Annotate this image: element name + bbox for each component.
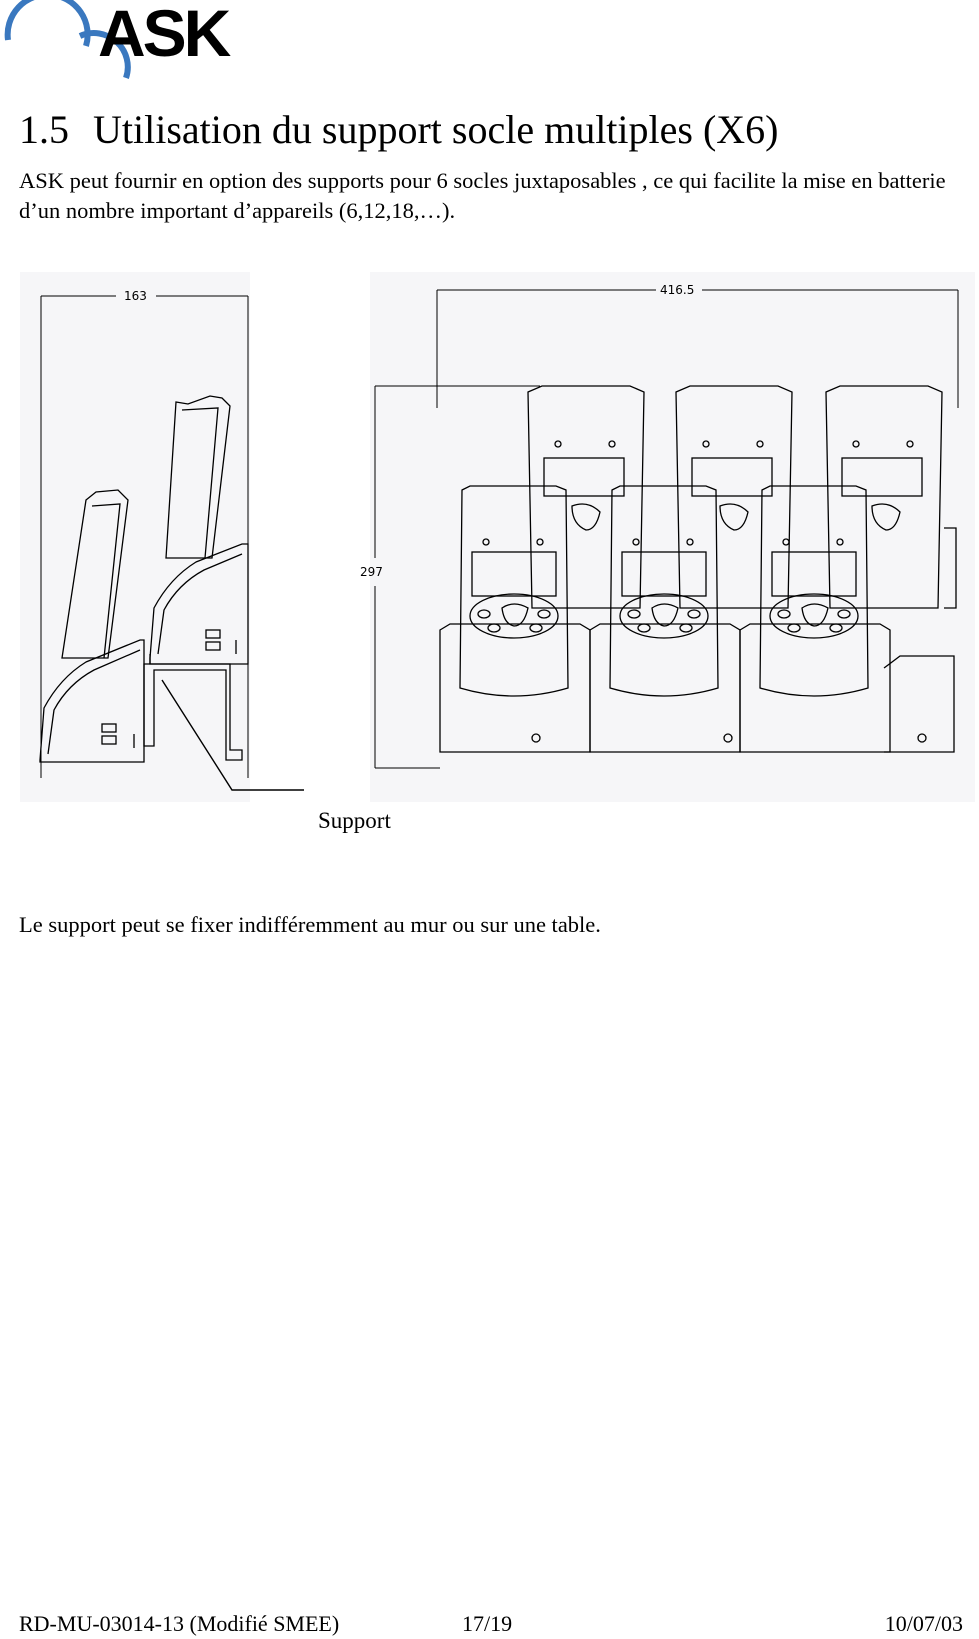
footer-doc-reference: RD-MU-03014-13 (Modifié SMEE) — [19, 1611, 340, 1636]
logo-ring-arc — [8, 0, 88, 46]
page-footer — [19, 1609, 963, 1639]
dim-163-label: 163 — [124, 289, 147, 303]
section-number: 1.5 — [19, 107, 69, 152]
section-title — [19, 104, 779, 156]
logo-text: ASK — [98, 0, 229, 70]
body-paragraph: Le support peut se fixer indifféremment au mur ou sur une table. — [19, 912, 601, 937]
footer-page-number: 17/19 — [462, 1611, 513, 1636]
dim-416-label: 416.5 — [660, 283, 695, 297]
technical-drawing — [0, 268, 979, 828]
section-title-text: Utilisation du support socle multiples (X6) — [93, 107, 779, 152]
technical-drawing-svg — [0, 268, 979, 828]
footer-date: 10/07/03 — [884, 1611, 963, 1636]
support-label: Support — [318, 808, 391, 833]
intro-paragraph: ASK peut fournir en option des supports pour 6 socles juxtaposables , ce qui facilite la mise en batterie d’un nombre important d’appareils (6,12,18,…). — [19, 168, 946, 223]
ask-logo-graphic — [0, 0, 240, 100]
ask-logo — [0, 0, 240, 100]
dim-297-label: 297 — [360, 565, 383, 579]
